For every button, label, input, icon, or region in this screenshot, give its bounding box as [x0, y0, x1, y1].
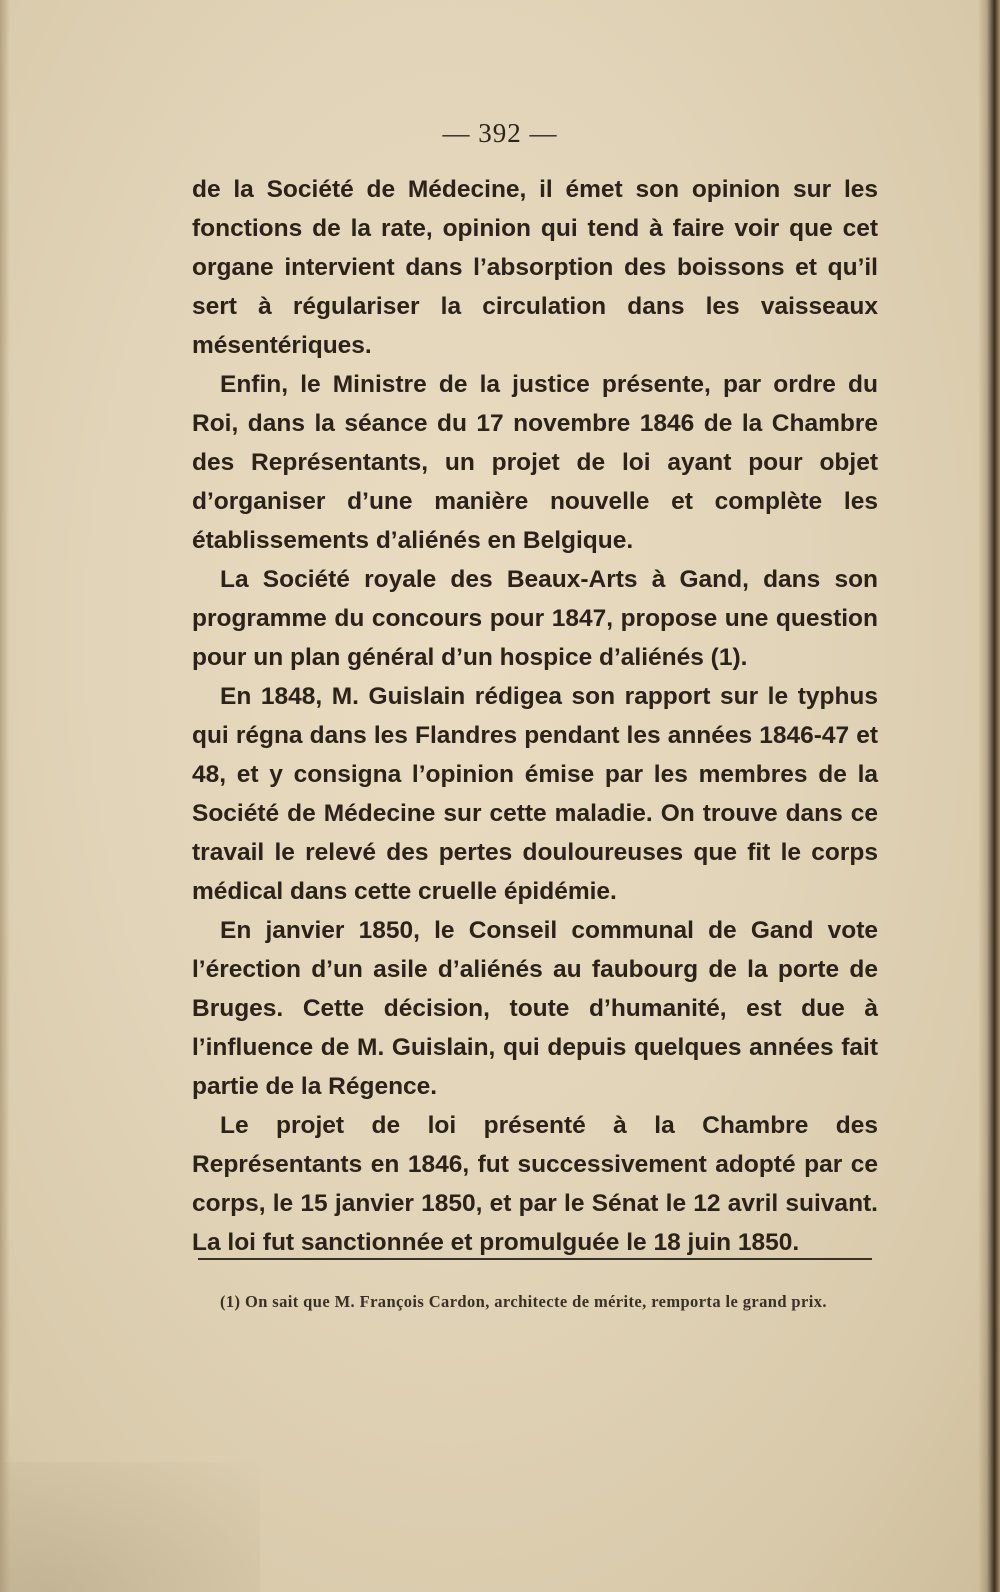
- paragraph-law-adopted: Le projet de loi présenté à la Chambre des Représentants en 1846, fut successivement adopté par ce corps, le 15 janvier 1850, et par le Sénat le 12 avril suivant. La loi fut sanctionnée et promulguée le 18 juin 1850.: [192, 1112, 878, 1256]
- page-left-edge-shadow: [0, 0, 10, 1592]
- footnote-divider: [198, 1258, 872, 1260]
- page-binding-edge: [978, 0, 1000, 1592]
- body-text: [192, 170, 878, 1262]
- paragraph-minister-bill: Enfin, le Ministre de la justice présente, par ordre du Roi, dans la séance du 17 novembre 1846 de la Chambre des Représentants, un projet de loi ayant pour objet d’organiser d’une manière nouvelle et complète les établissements d’aliénés en Belgique.: [192, 371, 878, 554]
- footnote: (1) On sait que M. François Cardon, architecte de mérite, remporta le grand prix.: [220, 1292, 827, 1311]
- page-number: — 392 —: [442, 118, 558, 148]
- paragraph-asylum-vote: En janvier 1850, le Conseil communal de Gand vote l’érection d’un asile d’aliénés au faubourg de la porte de Bruges. Cette décision, toute d’humanité, est due à l’influence de M. Guislain, qui depuis quelques années fait partie de la Régence.: [192, 917, 878, 1100]
- paragraph-typhus-report: En 1848, M. Guislain rédigea son rapport sur le typhus qui régna dans les Flandres pendant les années 1846-47 et 48, et y consigna l’opinion émise par les membres de la Société de Médecine sur cette maladie. On trouve dans ce travail le relevé des pertes douloureuses que fit le corps médical dans cette cruelle épidémie.: [192, 683, 878, 905]
- paragraph-continuation: de la Société de Médecine, il émet son opinion sur les fonctions de la rate, opinion qui tend à faire voir que cet organe intervient dans l’absorption des boissons et qu’il sert à régulariser la circulation dans les vaisseaux mésentériques.: [192, 176, 878, 359]
- paragraph-beaux-arts: La Société royale des Beaux-Arts à Gand, dans son programme du concours pour 1847, propose une question pour un plan général d’un hospice d’aliénés (1).: [192, 566, 878, 671]
- paper-stain: [0, 1462, 260, 1592]
